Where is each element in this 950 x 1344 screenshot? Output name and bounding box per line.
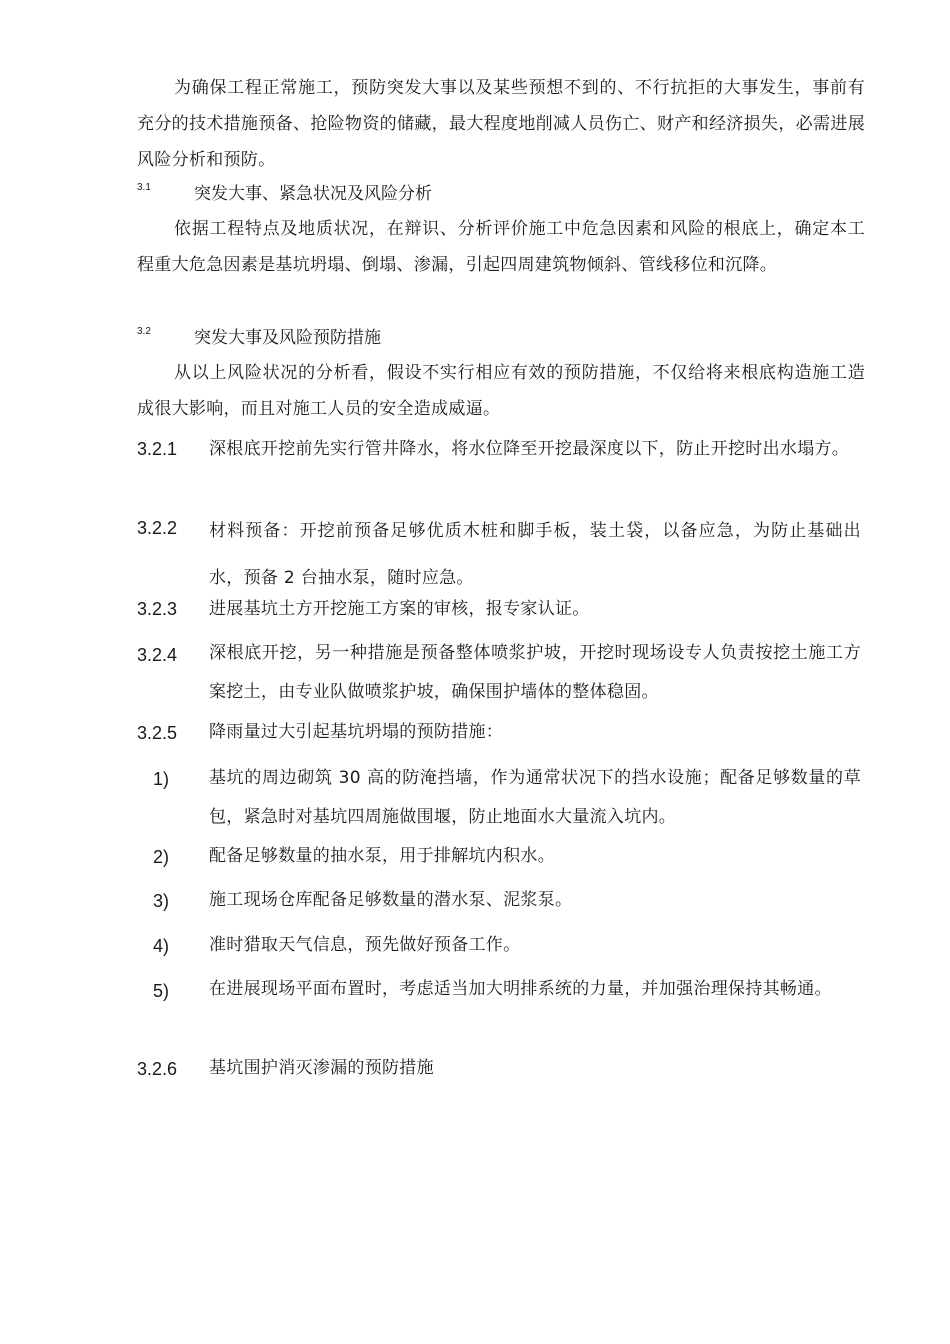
item-number-3-2-4: 3.2.4 — [137, 645, 178, 665]
sub-item-number-4: 4) — [153, 936, 170, 956]
item-number-3-2-2: 3.2.2 — [137, 518, 178, 538]
item-text-3-2-5: 降雨量过大引起基坑坍塌的预防措施： — [209, 722, 504, 742]
section-title-3-1: 突发大事、紧急状况及风险分析 — [194, 184, 432, 204]
sub-item-text-2: 配备足够数量的抽水泵，用于排解坑内积水。 — [209, 846, 555, 866]
item-number-3-2-5: 3.2.5 — [137, 723, 178, 743]
sub-item-number-2: 2) — [153, 847, 170, 867]
sub-item-number-5: 5) — [153, 981, 170, 1001]
sub-item-number-1: 1) — [153, 769, 170, 789]
item-number-3-2-6: 3.2.6 — [137, 1059, 178, 1079]
item-text-3-2-2: 材料预备：开挖前预备足够优质木桩和脚手板，装土袋，以备应急，为防止基础出水，预备 2 台抽水泵，随时应急。 — [209, 521, 861, 588]
item-number-3-2-3: 3.2.3 — [137, 599, 178, 619]
sub-item-text-1: 基坑的周边砌筑 30 高的防淹挡墙，作为通常状况下的挡水设施；配备足够数量的草包，紧急时对基坑四周施做围堰，防止地面水大量流入坑内。 — [209, 768, 861, 827]
item-text-3-2-1: 深根底开挖前先实行管井降水，将水位降至开挖最深度以下，防止开挖时出水塌方。 — [209, 439, 850, 459]
sub-item-text-3: 施工现场仓库配备足够数量的潜水泵、泥浆泵。 — [209, 890, 573, 910]
section-title-3-2: 突发大事及风险预防措施 — [194, 328, 381, 348]
item-number-3-2-1: 3.2.1 — [137, 439, 178, 459]
sub-item-number-3: 3) — [153, 891, 170, 911]
sub-item-text-4: 准时猎取天气信息，预先做好预备工作。 — [209, 935, 521, 955]
item-text-3-2-6: 基坑围护消灭渗漏的预防措施 — [209, 1058, 434, 1078]
intro-paragraph: 为确保工程正常施工，预防突发大事以及某些预想不到的、不行抗拒的大事发生，事前有充分的技术措施预备、抢险物资的储藏，最大程度地削减人员伤亡、财产和经济损失，必需进展风险分析和预防。 — [137, 78, 865, 170]
section-number-3-1: 3.1 — [137, 182, 151, 193]
section-number-3-2: 3.2 — [137, 326, 151, 337]
section-3-1-body: 依据工程特点及地质状况，在辩识、分析评价施工中危急因素和风险的根底上，确定本工程重大危急因素是基坑坍塌、倒塌、渗漏，引起四周建筑物倾斜、管线移位和沉降。 — [137, 219, 865, 275]
item-text-3-2-3: 进展基坑土方开挖施工方案的审核，报专家认证。 — [209, 599, 590, 619]
section-3-2-body: 从以上风险状况的分析看，假设不实行相应有效的预防措施，不仅给将来根底构造施工造成很大影响，而且对施工人员的安全造成威逼。 — [137, 363, 865, 419]
item-text-3-2-4: 深根底开挖，另一种措施是预备整体喷浆护坡，开挖时现场设专人负责按挖土施工方案挖土，由专业队做喷浆护坡，确保围护墙体的整体稳固。 — [209, 643, 861, 702]
sub-item-text-5: 在进展现场平面布置时，考虑适当加大明排系统的力量，并加强治理保持其畅通。 — [209, 979, 832, 999]
